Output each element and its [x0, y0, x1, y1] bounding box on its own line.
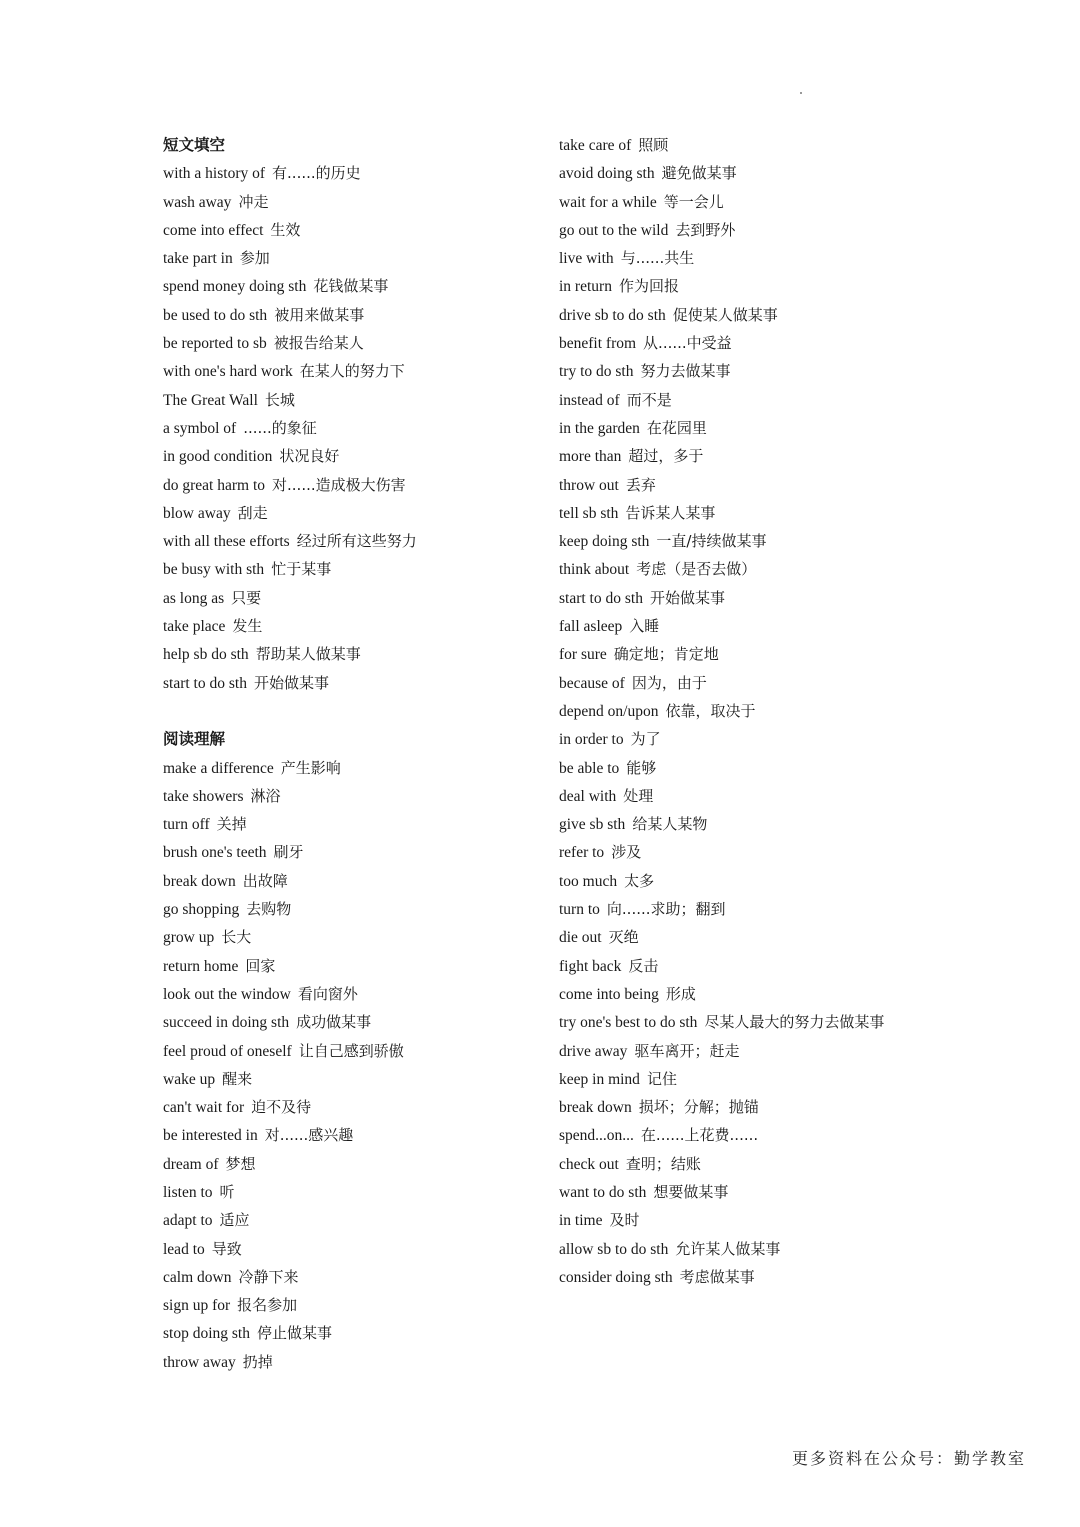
phrase-english: in good condition	[163, 448, 273, 466]
phrase-english: brush one's teeth	[163, 844, 267, 862]
phrase-english: be busy with sth	[163, 561, 265, 579]
phrase-chinese: 经过所有这些努力	[296, 532, 417, 551]
phrase-row	[163, 159, 543, 187]
phrase-english: be able to	[559, 759, 620, 777]
phrase-row	[163, 952, 543, 980]
phrase-chinese: 发生	[232, 617, 263, 636]
phrase-chinese: 看向窗外	[297, 984, 358, 1003]
phrase-chinese: 丢弃	[625, 475, 656, 494]
phrase-row	[163, 980, 543, 1008]
phrase-chinese: 尽某人最大的努力去做某事	[704, 1013, 885, 1032]
phrase-row	[163, 272, 543, 300]
phrase-row	[559, 1150, 979, 1178]
phrase-english: come into effect	[163, 221, 264, 239]
phrase-chinese: 依靠，取决于	[665, 701, 756, 720]
phrase-chinese: 成功做某事	[296, 1013, 372, 1032]
phrase-english: adapt to	[163, 1212, 213, 1230]
phrase-row	[163, 442, 543, 470]
phrase-row	[559, 782, 979, 810]
phrase-chinese: 与......共生	[620, 249, 695, 268]
phrase-row	[163, 754, 543, 782]
phrase-row	[559, 1065, 979, 1093]
phrase-chinese: 能够	[626, 758, 657, 777]
phrase-english: keep in mind	[559, 1070, 640, 1088]
phrase-english: spend...on...	[559, 1127, 634, 1145]
phrase-english: throw out	[559, 476, 619, 494]
phrase-chinese: 醒来	[222, 1069, 253, 1088]
scan-speck	[800, 92, 802, 94]
footer-note: 更多资料在公众号：勤学教室	[791, 1449, 1026, 1468]
phrase-english: spend money doing sth	[163, 278, 307, 296]
phrase-chinese: 及时	[609, 1211, 640, 1230]
phrase-row	[163, 1121, 543, 1149]
phrase-chinese: 长城	[264, 390, 295, 409]
phrase-english: wake up	[163, 1070, 216, 1088]
phrase-english: in return	[559, 278, 612, 296]
phrase-chinese: 对......造成极大伤害	[272, 475, 406, 494]
phrase-chinese: 反击	[628, 956, 659, 975]
phrase-row	[163, 329, 543, 357]
phrase-chinese: 适应	[219, 1211, 250, 1230]
phrase-chinese: 向......求助；翻到	[606, 900, 726, 919]
phrase-row	[163, 923, 543, 951]
phrase-english: with a history of	[163, 165, 266, 183]
phrase-row	[559, 754, 979, 782]
phrase-chinese: 记住	[646, 1069, 677, 1088]
phrase-row	[559, 867, 979, 895]
phrase-chinese: 允许某人做某事	[675, 1239, 781, 1258]
phrase-english: listen to	[163, 1183, 213, 1201]
phrase-chinese: 扔掉	[242, 1352, 273, 1371]
phrase-chinese: 因为，由于	[631, 673, 707, 692]
phrase-chinese: 等一会儿	[663, 192, 724, 211]
phrase-chinese: 状况良好	[279, 447, 340, 466]
phrase-row	[163, 414, 543, 442]
phrase-english: go shopping	[163, 901, 240, 919]
phrase-english: stop doing sth	[163, 1325, 250, 1343]
phrase-english: wait for a while	[559, 193, 657, 211]
phrase-chinese: 想要做某事	[653, 1182, 729, 1201]
phrase-english: check out	[559, 1155, 619, 1173]
phrase-chinese: 听	[219, 1182, 235, 1201]
phrase-row	[559, 499, 979, 527]
phrase-row	[559, 471, 979, 499]
phrase-chinese: 考虑（是否去做）	[636, 560, 757, 579]
phrase-english: wash away	[163, 193, 232, 211]
phrase-row	[163, 357, 543, 385]
phrase-english: give sb sth	[559, 816, 626, 834]
phrase-row	[163, 838, 543, 866]
phrase-english: take showers	[163, 787, 244, 805]
phrase-row	[559, 612, 979, 640]
phrase-english: too much	[559, 872, 618, 890]
phrase-chinese: 超过，多于	[628, 447, 704, 466]
phrase-chinese: 导致	[211, 1239, 242, 1258]
section-title-reading: 阅读理解	[163, 730, 226, 749]
phrase-english: break down	[559, 1099, 632, 1117]
phrase-row	[559, 555, 979, 583]
phrase-row	[163, 555, 543, 583]
phrase-english: return home	[163, 957, 239, 975]
phrase-chinese: 灭绝	[608, 928, 639, 947]
phrase-chinese: 查明；结账	[625, 1154, 701, 1173]
phrase-row	[559, 216, 979, 244]
phrase-chinese: 刷牙	[273, 843, 304, 862]
phrase-chinese: 去购物	[246, 900, 292, 919]
phrase-english: drive sb to do sth	[559, 306, 666, 324]
phrase-english: throw away	[163, 1353, 236, 1371]
phrase-chinese: 在......上花费......	[640, 1126, 759, 1145]
phrase-chinese: 回家	[245, 956, 276, 975]
phrase-chinese: 一直/持续做某事	[656, 532, 767, 551]
phrase-chinese: 冲走	[238, 192, 269, 211]
phrase-chinese: 对......感兴趣	[264, 1126, 354, 1145]
phrase-chinese: 告诉某人某事	[625, 503, 716, 522]
phrase-english: blow away	[163, 504, 231, 522]
reading-phrase-list-continued	[559, 131, 979, 1291]
phrase-row	[559, 725, 979, 753]
phrase-chinese: 让自己感到骄傲	[298, 1041, 404, 1060]
phrase-english: with all these efforts	[163, 533, 290, 551]
phrase-chinese: 确定地；肯定地	[613, 645, 719, 664]
phrase-chinese: 被用来做某事	[274, 305, 365, 324]
phrase-chinese: 入睡	[629, 617, 660, 636]
phrase-chinese: 关掉	[216, 815, 247, 834]
section-spacer	[163, 697, 543, 725]
phrase-chinese: 在某人的努力下	[299, 362, 405, 381]
phrase-chinese: 报名参加	[237, 1296, 298, 1315]
phrase-row	[163, 1206, 543, 1234]
phrase-english: try one's best to do sth	[559, 1014, 698, 1032]
phrase-chinese: 产生影响	[280, 758, 341, 777]
phrase-row	[163, 1093, 543, 1121]
phrase-english: turn to	[559, 901, 600, 919]
phrase-chinese: 刮走	[237, 503, 268, 522]
phrase-chinese: 在花园里	[646, 418, 707, 437]
left-column	[163, 131, 543, 1376]
phrase-row	[163, 244, 543, 272]
phrase-english: help sb do sth	[163, 646, 249, 664]
phrase-english: do great harm to	[163, 476, 266, 494]
phrase-chinese: 太多	[624, 871, 655, 890]
phrase-chinese: 考虑做某事	[679, 1267, 755, 1286]
phrase-english: in order to	[559, 731, 624, 749]
phrase-row	[559, 357, 979, 385]
phrase-row	[163, 1263, 543, 1291]
phrase-chinese: 花钱做某事	[313, 277, 389, 296]
phrase-chinese: 开始做某事	[649, 588, 725, 607]
phrase-chinese: 从......中受益	[643, 334, 732, 353]
phrase-english: fight back	[559, 957, 622, 975]
phrase-chinese: 冷静下来	[238, 1267, 299, 1286]
phrase-english: for sure	[559, 646, 607, 664]
phrase-english: take care of	[559, 137, 632, 154]
phrase-english: can't wait for	[163, 1099, 245, 1117]
phrase-english: in the garden	[559, 419, 640, 437]
phrase-english: as long as	[163, 589, 225, 607]
phrase-row	[559, 442, 979, 470]
phrase-row	[163, 1235, 543, 1263]
phrase-english: instead of	[559, 391, 620, 409]
phrase-english: lead to	[163, 1240, 205, 1258]
phrase-english: succeed in doing sth	[163, 1014, 290, 1032]
phrase-row	[163, 1319, 543, 1347]
phrase-row	[163, 301, 543, 329]
right-column	[559, 131, 979, 1291]
phrase-row	[559, 1206, 979, 1234]
phrase-row	[559, 640, 979, 668]
phrase-english: feel proud of oneself	[163, 1042, 292, 1060]
phrase-english: sign up for	[163, 1297, 231, 1315]
phrase-row	[559, 1008, 979, 1036]
section-title-cloze: 短文填空	[163, 136, 226, 154]
phrase-chinese: 涉及	[611, 843, 642, 862]
phrase-english: take place	[163, 618, 226, 636]
phrase-row	[163, 895, 543, 923]
phrase-chinese: 生效	[270, 220, 301, 239]
phrase-chinese: 帮助某人做某事	[255, 645, 361, 664]
phrase-row	[559, 697, 979, 725]
phrase-row	[559, 527, 979, 555]
phrase-chinese: 只要	[231, 588, 262, 607]
phrase-english: calm down	[163, 1268, 232, 1286]
phrase-chinese: 促使某人做某事	[672, 305, 778, 324]
phrase-chinese: 为了	[630, 730, 661, 749]
phrase-row	[163, 1150, 543, 1178]
phrase-english: start to do sth	[559, 589, 643, 607]
phrase-row	[559, 1121, 979, 1149]
phrase-row	[163, 584, 543, 612]
phrase-row	[163, 1008, 543, 1036]
phrase-row	[559, 1178, 979, 1206]
phrase-english: allow sb to do sth	[559, 1240, 669, 1258]
phrase-english: more than	[559, 448, 622, 466]
phrase-row	[163, 471, 543, 499]
phrase-row	[559, 188, 979, 216]
phrase-english: look out the window	[163, 985, 291, 1003]
phrase-chinese: 有......的历史	[272, 164, 361, 183]
phrase-row	[559, 1037, 979, 1065]
phrase-row	[163, 216, 543, 244]
phrase-chinese: 去到野外	[675, 220, 736, 239]
phrase-row	[559, 838, 979, 866]
phrase-row	[559, 810, 979, 838]
phrase-chinese: 开始做某事	[253, 673, 329, 692]
phrase-english: The Great Wall	[163, 391, 258, 409]
phrase-chinese: ......的象征	[243, 418, 317, 437]
phrase-row	[559, 131, 979, 159]
phrase-row	[163, 1178, 543, 1206]
phrase-english: break down	[163, 872, 236, 890]
phrase-row	[163, 386, 543, 414]
phrase-chinese: 参加	[239, 249, 270, 268]
phrase-english: die out	[559, 929, 602, 947]
phrase-english: with one's hard work	[163, 363, 293, 381]
phrase-row	[163, 527, 543, 555]
phrase-row	[163, 1037, 543, 1065]
phrase-english: make a difference	[163, 759, 274, 777]
phrase-chinese: 淋浴	[250, 786, 281, 805]
phrase-row	[163, 640, 543, 668]
phrase-chinese: 作为回报	[618, 277, 679, 296]
phrase-chinese: 长大	[221, 928, 252, 947]
phrase-english: think about	[559, 561, 630, 579]
phrase-row	[163, 1065, 543, 1093]
phrase-row	[163, 499, 543, 527]
phrase-english: try to do sth	[559, 363, 634, 381]
phrase-english: go out to the wild	[559, 221, 669, 239]
phrase-row	[559, 301, 979, 329]
phrase-chinese: 忙于某事	[271, 560, 332, 579]
phrase-english: keep doing sth	[559, 533, 650, 551]
phrase-row	[559, 329, 979, 357]
phrase-chinese: 而不是	[626, 390, 672, 409]
phrase-chinese: 避免做某事	[661, 164, 737, 183]
phrase-row	[163, 1348, 543, 1376]
phrase-chinese: 梦想	[225, 1154, 256, 1173]
phrase-row	[559, 272, 979, 300]
phrase-row	[559, 895, 979, 923]
phrase-english: because of	[559, 674, 625, 692]
phrase-row	[559, 980, 979, 1008]
phrase-english: want to do sth	[559, 1183, 647, 1201]
phrase-row	[559, 923, 979, 951]
phrase-chinese: 迫不及待	[251, 1098, 312, 1117]
phrase-chinese: 处理	[623, 786, 654, 805]
phrase-english: dream of	[163, 1155, 219, 1173]
phrase-row	[559, 584, 979, 612]
phrase-english: in time	[559, 1212, 603, 1230]
phrase-english: be interested in	[163, 1127, 258, 1145]
reading-phrase-list	[163, 754, 543, 1377]
phrase-row	[163, 669, 543, 697]
phrase-chinese: 被报告给某人	[273, 334, 364, 353]
phrase-row	[559, 386, 979, 414]
phrase-row	[163, 612, 543, 640]
phrase-row	[163, 782, 543, 810]
phrase-row	[559, 1263, 979, 1291]
phrase-english: a symbol of	[163, 419, 237, 437]
phrase-english: be reported to sb	[163, 335, 267, 353]
phrase-english: avoid doing sth	[559, 165, 655, 183]
phrase-english: tell sb sth	[559, 504, 619, 522]
phrase-row	[559, 1093, 979, 1121]
phrase-row	[559, 414, 979, 442]
phrase-english: take part in	[163, 250, 233, 268]
phrase-chinese: 停止做某事	[256, 1324, 332, 1343]
phrase-row	[559, 669, 979, 697]
cloze-phrase-list	[163, 159, 543, 697]
phrase-row	[163, 188, 543, 216]
phrase-english: deal with	[559, 787, 617, 805]
phrase-english: grow up	[163, 929, 215, 947]
phrase-chinese: 照顾	[638, 136, 669, 154]
phrase-chinese: 损坏；分解；抛锚	[638, 1098, 759, 1117]
phrase-row	[559, 1235, 979, 1263]
phrase-english: come into being	[559, 985, 659, 1003]
phrase-row	[163, 810, 543, 838]
phrase-chinese: 努力去做某事	[640, 362, 731, 381]
phrase-english: drive away	[559, 1042, 628, 1060]
phrase-row	[163, 1291, 543, 1319]
phrase-english: refer to	[559, 844, 605, 862]
phrase-chinese: 出故障	[242, 871, 288, 890]
phrase-english: consider doing sth	[559, 1268, 673, 1286]
phrase-english: benefit from	[559, 335, 637, 353]
phrase-row	[559, 244, 979, 272]
phrase-english: depend on/upon	[559, 702, 659, 720]
phrase-english: live with	[559, 250, 614, 268]
phrase-english: fall asleep	[559, 618, 623, 636]
phrase-row	[559, 159, 979, 187]
phrase-row	[559, 952, 979, 980]
phrase-chinese: 驱车离开；赶走	[634, 1041, 740, 1060]
phrase-english: be used to do sth	[163, 306, 268, 324]
phrase-english: start to do sth	[163, 674, 247, 692]
phrase-chinese: 形成	[665, 984, 696, 1003]
phrase-english: turn off	[163, 816, 210, 834]
phrase-chinese: 给某人某物	[632, 815, 708, 834]
phrase-row	[163, 867, 543, 895]
